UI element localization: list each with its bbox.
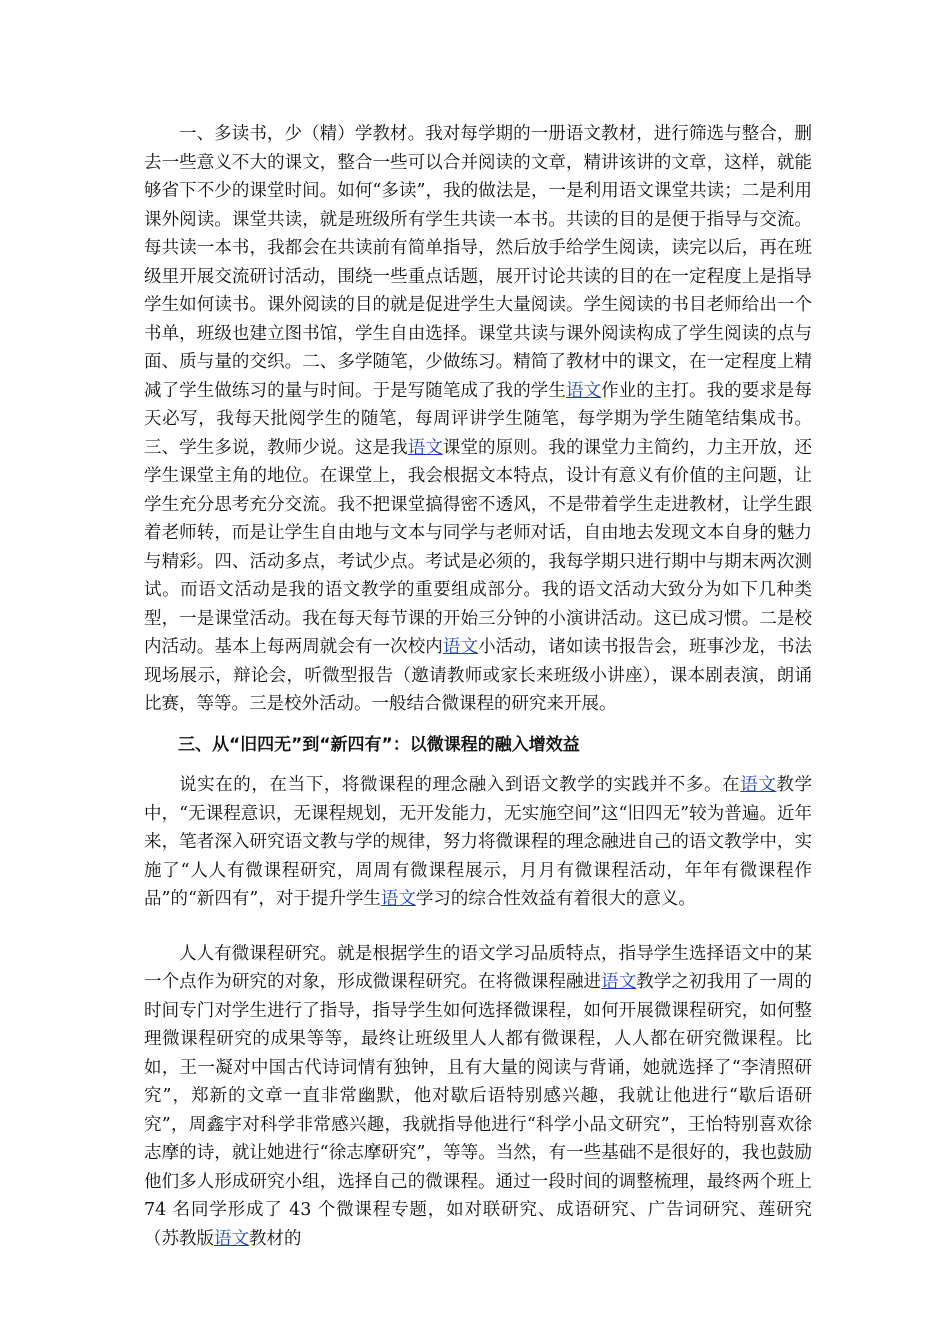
- section-heading: 三、从“旧四无”到“新四有”：以微课程的融入增效益: [178, 734, 580, 755]
- text-run: 小活动，诸如读书报告会，班事沙龙，书法现场展示，辩论会，听微型报告（邀请教师或家长来班级小讲座），课本剧表演，朗诵比赛，等等。三是校外活动。一般结合微课程的研究来开展。: [144, 637, 813, 714]
- text-run: 课堂的原则。我的课堂力主简约，力主开放，还学生课堂主角的地位。在课堂上，我会根据文本特点，设计有意义有价值的主问题，让学生充分思考充分交流。我不把课堂搞得密不透风，不是带着学生走进教材，让学生跟着老师转，而是让学生自由地与文本与同学与老师对话，自由地去发现文本自身的魅力与精彩。四、活动多点，考试少点。考试是必须的，我每学期只进行期中与期末两次测试。而语文活动是我的语文教学的重要组成部分。我的语文活动大致分为如下几种类型，一是课堂活动。我在每天每节课的开始三分钟的小演讲活动。这已成习惯。二是校内活动。基本上每两周就会有一次校内: [144, 437, 813, 657]
- text-run: 人人有微课程研究。就是根据学生的语文学习品质特点，指导学生选择语文中的某一个点作为研究的对象，形成微课程研究。在将微课程融进: [144, 943, 812, 992]
- yuwen-link[interactable]: 语文: [442, 637, 479, 657]
- yuwen-link[interactable]: 语文: [214, 1228, 249, 1249]
- text-run: 教学之初我用了一周的时间专门对学生进行了指导，指导学生如何选择微课程，如何开展微课程研究，如何整理微课程研究的成果等等，最终让班级里人人都有微课程，人人都在研究微课程。比如，王一凝对中国古代诗词情有独钟，且有大量的阅读与背诵，她就选择了“李清照研究”，郑新的文章一直非常幽默，他对歇后语特别感兴趣，我就让他进行“歇后语研究”，周鑫宇对科学非常感兴趣，我就指导他进行“科学小品文研究”，王怡特别喜欢徐志摩的诗，就让她进行“徐志摩研究”，等等。当然，有一些基础不是很好的，我也鼓励他们多人形成研究小组，选择自己的微课程。通过一段时间的调整梳理，最终两个班上 74 名同学形成了 43 个微课程专题，如对联研究、成语研究、广告词研究、莲研究（苏教版: [144, 972, 813, 1249]
- yuwen-link[interactable]: 语文: [407, 437, 443, 458]
- paragraph-micro-course-intro: [144, 771, 812, 914]
- text-run: 一、多读书，少（精）学教材。我对每学期的一册语文教材，进行筛选与整合，删去一些意义不大的课文，整合一些可以合并阅读的文章，精讲该讲的文章，这样，就能够省下不少的课堂时间。如何“多读”，我的做法是，一是利用语文课堂共读；二是利用课外阅读。课堂共读，就是班级所有学生共读一本书。共读的目的是便于指导与交流。每共读一本书，我都会在共读前有简单指导，然后放手给学生阅读，读完以后，再在班级里开展交流研讨活动，围绕一些重点话题，展开讨论共读的目的在一定程度上是指导学生如何读书。课外阅读的目的就是促进学生大量阅读。学生阅读的书目老师给出一个书单，班级也建立图书馆，学生自由选择。课堂共读与课外阅读构成了学生阅读的点与面、质与量的交织。二、多学随笔，少做练习。精简了教材中的课文，在一定程度上精减了学生做练习的量与时间。于是写随笔成了我的学生: [144, 124, 812, 401]
- yuwen-link[interactable]: 语文: [565, 380, 602, 401]
- document-page: [144, 120, 812, 1253]
- text-run: 教材的: [249, 1228, 302, 1249]
- yuwen-link[interactable]: 语文: [601, 972, 637, 992]
- paragraph-reading-method: [144, 120, 812, 719]
- text-run: 学习的综合性效益有着很大的意义。: [415, 889, 696, 909]
- text-run: 说实在的，在当下，将微课程的理念融入到语文教学的实践并不多。在: [179, 775, 741, 795]
- paragraph-micro-course-research: [144, 940, 812, 1254]
- yuwen-link[interactable]: 语文: [380, 889, 416, 909]
- text-run: 教学中，“无课程意识，无课程规划，无开发能力，无实施空间”这“旧四无”较为普遍。近年来，笔者深入研究语文教与学的规律，努力将微课程的理念融进自己的语文教学中，实施了“人人有微课程研究，周周有微课程展示，月月有微课程活动，年年有微课程作品”的“新四有”，对于提升学生: [144, 775, 813, 909]
- yuwen-link[interactable]: 语文: [740, 775, 777, 795]
- text-run: 作业的主打。我的要求是每天必写，我每天批阅学生的随笔，每周评讲学生随笔，每学期为学生随笔结集成书。三、学生多说，教师少说。这是我: [144, 380, 813, 458]
